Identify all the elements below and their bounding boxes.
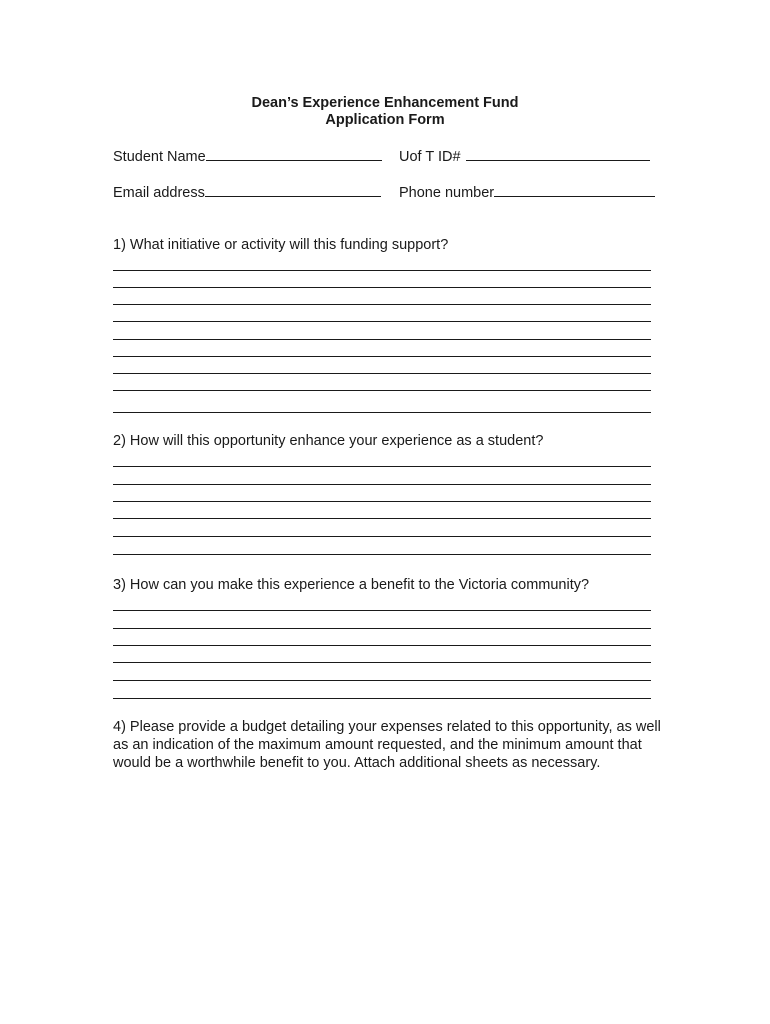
uoft-id-input-line[interactable] — [466, 147, 650, 161]
answer-2-line[interactable] — [113, 554, 651, 555]
answer-1-line[interactable] — [113, 373, 651, 374]
email-field — [113, 183, 381, 202]
form-title: Dean’s Experience Enhancement Fund — [251, 95, 519, 111]
student-name-input-line[interactable] — [206, 147, 382, 161]
email-input-line[interactable] — [205, 183, 381, 197]
uoft-id-field — [399, 147, 650, 166]
answer-3-line[interactable] — [113, 698, 651, 699]
answer-1-line[interactable] — [113, 287, 651, 288]
question-2: 2) How will this opportunity enhance your experience as a student? — [113, 433, 544, 449]
answer-1-line[interactable] — [113, 304, 651, 305]
answer-1-line[interactable] — [113, 356, 651, 357]
question-4: 4) Please provide a budget detailing your expenses related to this opportunity, as well as an indication of the maximum amount requested, and the minimum amount that would be a worthwhile benefit to you. Attach additional sheets as necessary. — [113, 719, 661, 771]
answer-3-line[interactable] — [113, 645, 651, 646]
question-1: 1) What initiative or activity will this funding support? — [113, 237, 449, 253]
question-3: 3) How can you make this experience a benefit to the Victoria community? — [113, 577, 590, 593]
answer-3-line[interactable] — [113, 680, 651, 681]
answer-1-line[interactable] — [113, 390, 651, 391]
answer-3-line[interactable] — [113, 662, 651, 663]
answer-1-line[interactable] — [113, 321, 651, 322]
answer-1-line[interactable] — [113, 270, 651, 271]
answer-1-line[interactable] — [113, 339, 651, 340]
answer-3-line[interactable] — [113, 628, 651, 629]
phone-label: Phone number — [399, 185, 495, 201]
answer-3-line[interactable] — [113, 610, 651, 611]
email-label: Email address — [113, 185, 205, 201]
phone-input-line[interactable] — [494, 183, 655, 197]
answer-2-line[interactable] — [113, 466, 651, 467]
phone-field — [399, 183, 655, 202]
student-name-label: Student Name — [113, 149, 206, 165]
uoft-id-label: Uof T ID# — [399, 149, 461, 165]
student-name-field — [113, 147, 382, 166]
answer-1-line[interactable] — [113, 412, 651, 413]
form-subtitle: Application Form — [325, 112, 445, 128]
answer-2-line[interactable] — [113, 518, 651, 519]
answer-2-line[interactable] — [113, 536, 651, 537]
answer-2-line[interactable] — [113, 484, 651, 485]
answer-2-line[interactable] — [113, 501, 651, 502]
